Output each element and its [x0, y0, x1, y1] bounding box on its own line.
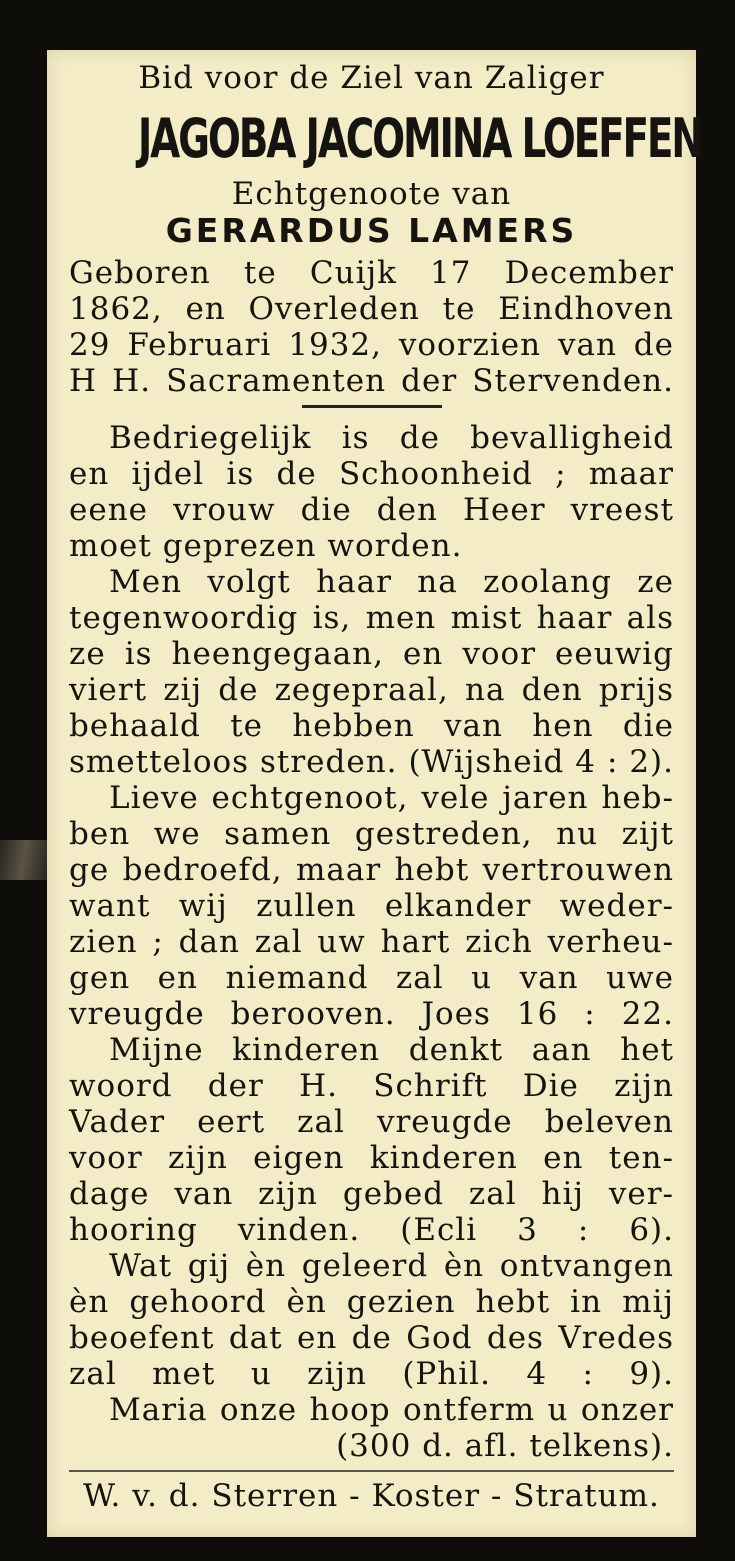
bio-line: H H. Sacramenten der Stervenden.: [69, 363, 674, 399]
text-line: Vader eert zal vreugde beleven: [69, 1104, 674, 1140]
text-line: tegenwoordig is, men mist haar als: [69, 600, 674, 636]
text-line: gen en niemand zal u van uwe: [69, 960, 674, 996]
text-line: èn gehoord èn gezien hebt in mij: [69, 1284, 674, 1320]
text-line: ge bedroefd, maar hebt vertrouwen: [69, 852, 674, 888]
text-line: smetteloos streden. (Wijsheid 4 : 2).: [69, 744, 674, 780]
text-line: voor zijn eigen kinderen en ten-: [69, 1140, 674, 1176]
text-line: Lieve echtgenoot, vele jaren heb-: [109, 780, 674, 816]
deceased-name: JAGOBA JACOMINA LOEFFEN: [137, 107, 702, 170]
card-paper: [47, 50, 702, 1537]
text-line: woord der H. Schrift Die zijn: [69, 1068, 674, 1104]
text-line: moet geprezen worden.: [69, 528, 463, 564]
bio-line: 29 Februari 1932, voorzien van de: [69, 327, 674, 363]
text-line: Maria onze hoop ontferm u onzer: [109, 1392, 674, 1428]
text-line: en ijdel is de Schoonheid ; maar: [69, 456, 674, 492]
bio-line: Geboren te Cuijk 17 December: [69, 255, 674, 291]
text-line: Men volgt haar na zoolang ze: [109, 564, 674, 600]
heading: Bid voor de Ziel van Zaliger: [138, 60, 605, 96]
text-line: Bedriegelijk is de bevalligheid: [109, 420, 674, 456]
bio-line: 1862, en Overleden te Eindhoven: [69, 291, 674, 327]
text-line: (300 d. afl. telkens).: [336, 1428, 674, 1464]
relation-text: Echtgenoote van: [231, 176, 512, 212]
text-line: ben we samen gestreden, nu zijt: [69, 816, 674, 852]
text-line: behaald te hebben van hen die: [69, 708, 674, 744]
spouse-name: GERARDUS LAMERS: [165, 211, 578, 250]
text-line: beoefent dat en de God des Vredes: [69, 1320, 674, 1356]
text-line: vreugde berooven. Joes 16 : 22.: [69, 996, 674, 1032]
text-line: Mijne kinderen denkt aan het: [109, 1032, 674, 1068]
text-line: eene vrouw die den Heer vreest: [69, 492, 674, 528]
text-line: dage van zijn gebed zal hij ver-: [69, 1176, 674, 1212]
divider-rule: [302, 405, 442, 408]
footer-rule: [69, 1470, 674, 1472]
text-line: ze is heengegaan, en voor eeuwig: [69, 636, 674, 672]
text-line: hooring vinden. (Ecli 3 : 6).: [69, 1212, 674, 1248]
text-line: want wij zullen elkander weder-: [69, 888, 674, 924]
text-line: zien ; dan zal uw hart zich verheu-: [69, 924, 674, 960]
text-line: Wat gij èn geleerd èn ontvangen: [109, 1248, 674, 1284]
text-line: viert zij de zegepraal, na den prijs: [69, 672, 674, 708]
printer-credit: W. v. d. Sterren - Koster - Stratum.: [83, 1478, 660, 1514]
text-line: zal met u zijn (Phil. 4 : 9).: [69, 1356, 674, 1392]
